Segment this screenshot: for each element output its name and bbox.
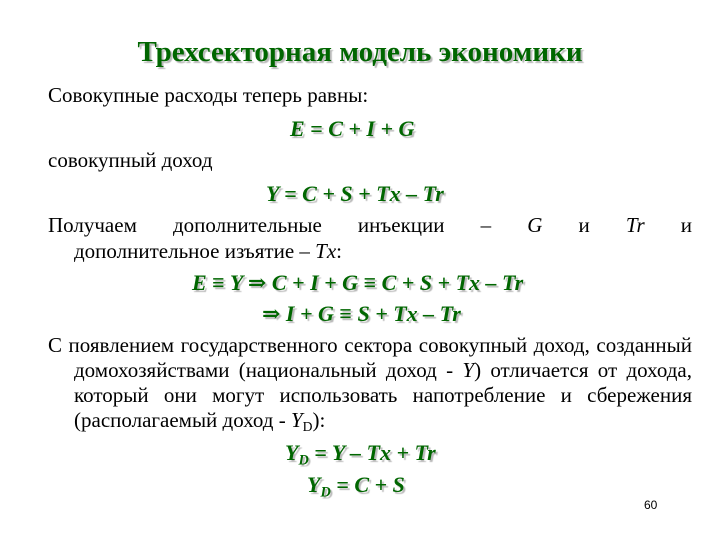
var-y: Y — [462, 358, 475, 382]
formula-income: Y = C + S + Tx – Tr — [266, 181, 444, 206]
aggregate-income-label: совокупный доход — [48, 148, 213, 172]
formula-disposable-income — [285, 440, 436, 473]
withdrawal-line — [74, 238, 342, 264]
paragraph-text-1: С появлением государственного сектора совокупный доход, созданный домохозяйствами (национальный доход - — [48, 333, 692, 382]
page-number: 60 — [644, 498, 658, 512]
yd-subscript-2: D — [320, 484, 331, 501]
and-tail-text: и — [644, 213, 692, 237]
var-yd: Y — [290, 408, 303, 432]
formula-expenditure: E = C + I + G — [290, 116, 415, 141]
disposable-use-rhs: = C + S — [330, 472, 405, 497]
aggregate-expenditure-label: Совокупные расходы теперь равны: — [48, 83, 369, 107]
injections-line — [48, 212, 692, 238]
var-g: G — [527, 213, 543, 237]
paragraph-text-2: ) отличается от дохода, который они могут использовать на — [74, 358, 692, 407]
paragraph-text-3: потребление и сбережения (располагаемый доход - — [74, 383, 692, 432]
formula-injections-withdrawals: ⇒ I + G ≡ S + Tx – Tr — [262, 301, 461, 326]
withdrawal-colon: : — [336, 239, 342, 263]
disposable-income-rhs: = Y – Tx + Tr — [308, 440, 436, 465]
injections-text: Получаем дополнительные инъекции – — [48, 213, 528, 237]
var-yd-subscript: D — [302, 419, 313, 435]
var-tx: Tx — [315, 239, 337, 263]
yd-symbol-2: Y — [307, 472, 321, 497]
slide-title: Трехсекторная модель экономики — [137, 36, 583, 68]
yd-symbol: Y — [285, 440, 299, 465]
var-tr: Tr — [625, 213, 645, 237]
disposable-income-paragraph — [48, 333, 692, 439]
withdrawal-text: дополнительное изъятие – — [74, 239, 316, 263]
formula-equilibrium: E ≡ Y ⇒ C + I + G ≡ C + S + Tx – Tr — [192, 270, 524, 295]
paragraph-text-4: ): — [312, 408, 326, 432]
yd-subscript: D — [298, 452, 309, 469]
formula-disposable-use — [307, 472, 405, 505]
and-text: и — [542, 213, 626, 237]
